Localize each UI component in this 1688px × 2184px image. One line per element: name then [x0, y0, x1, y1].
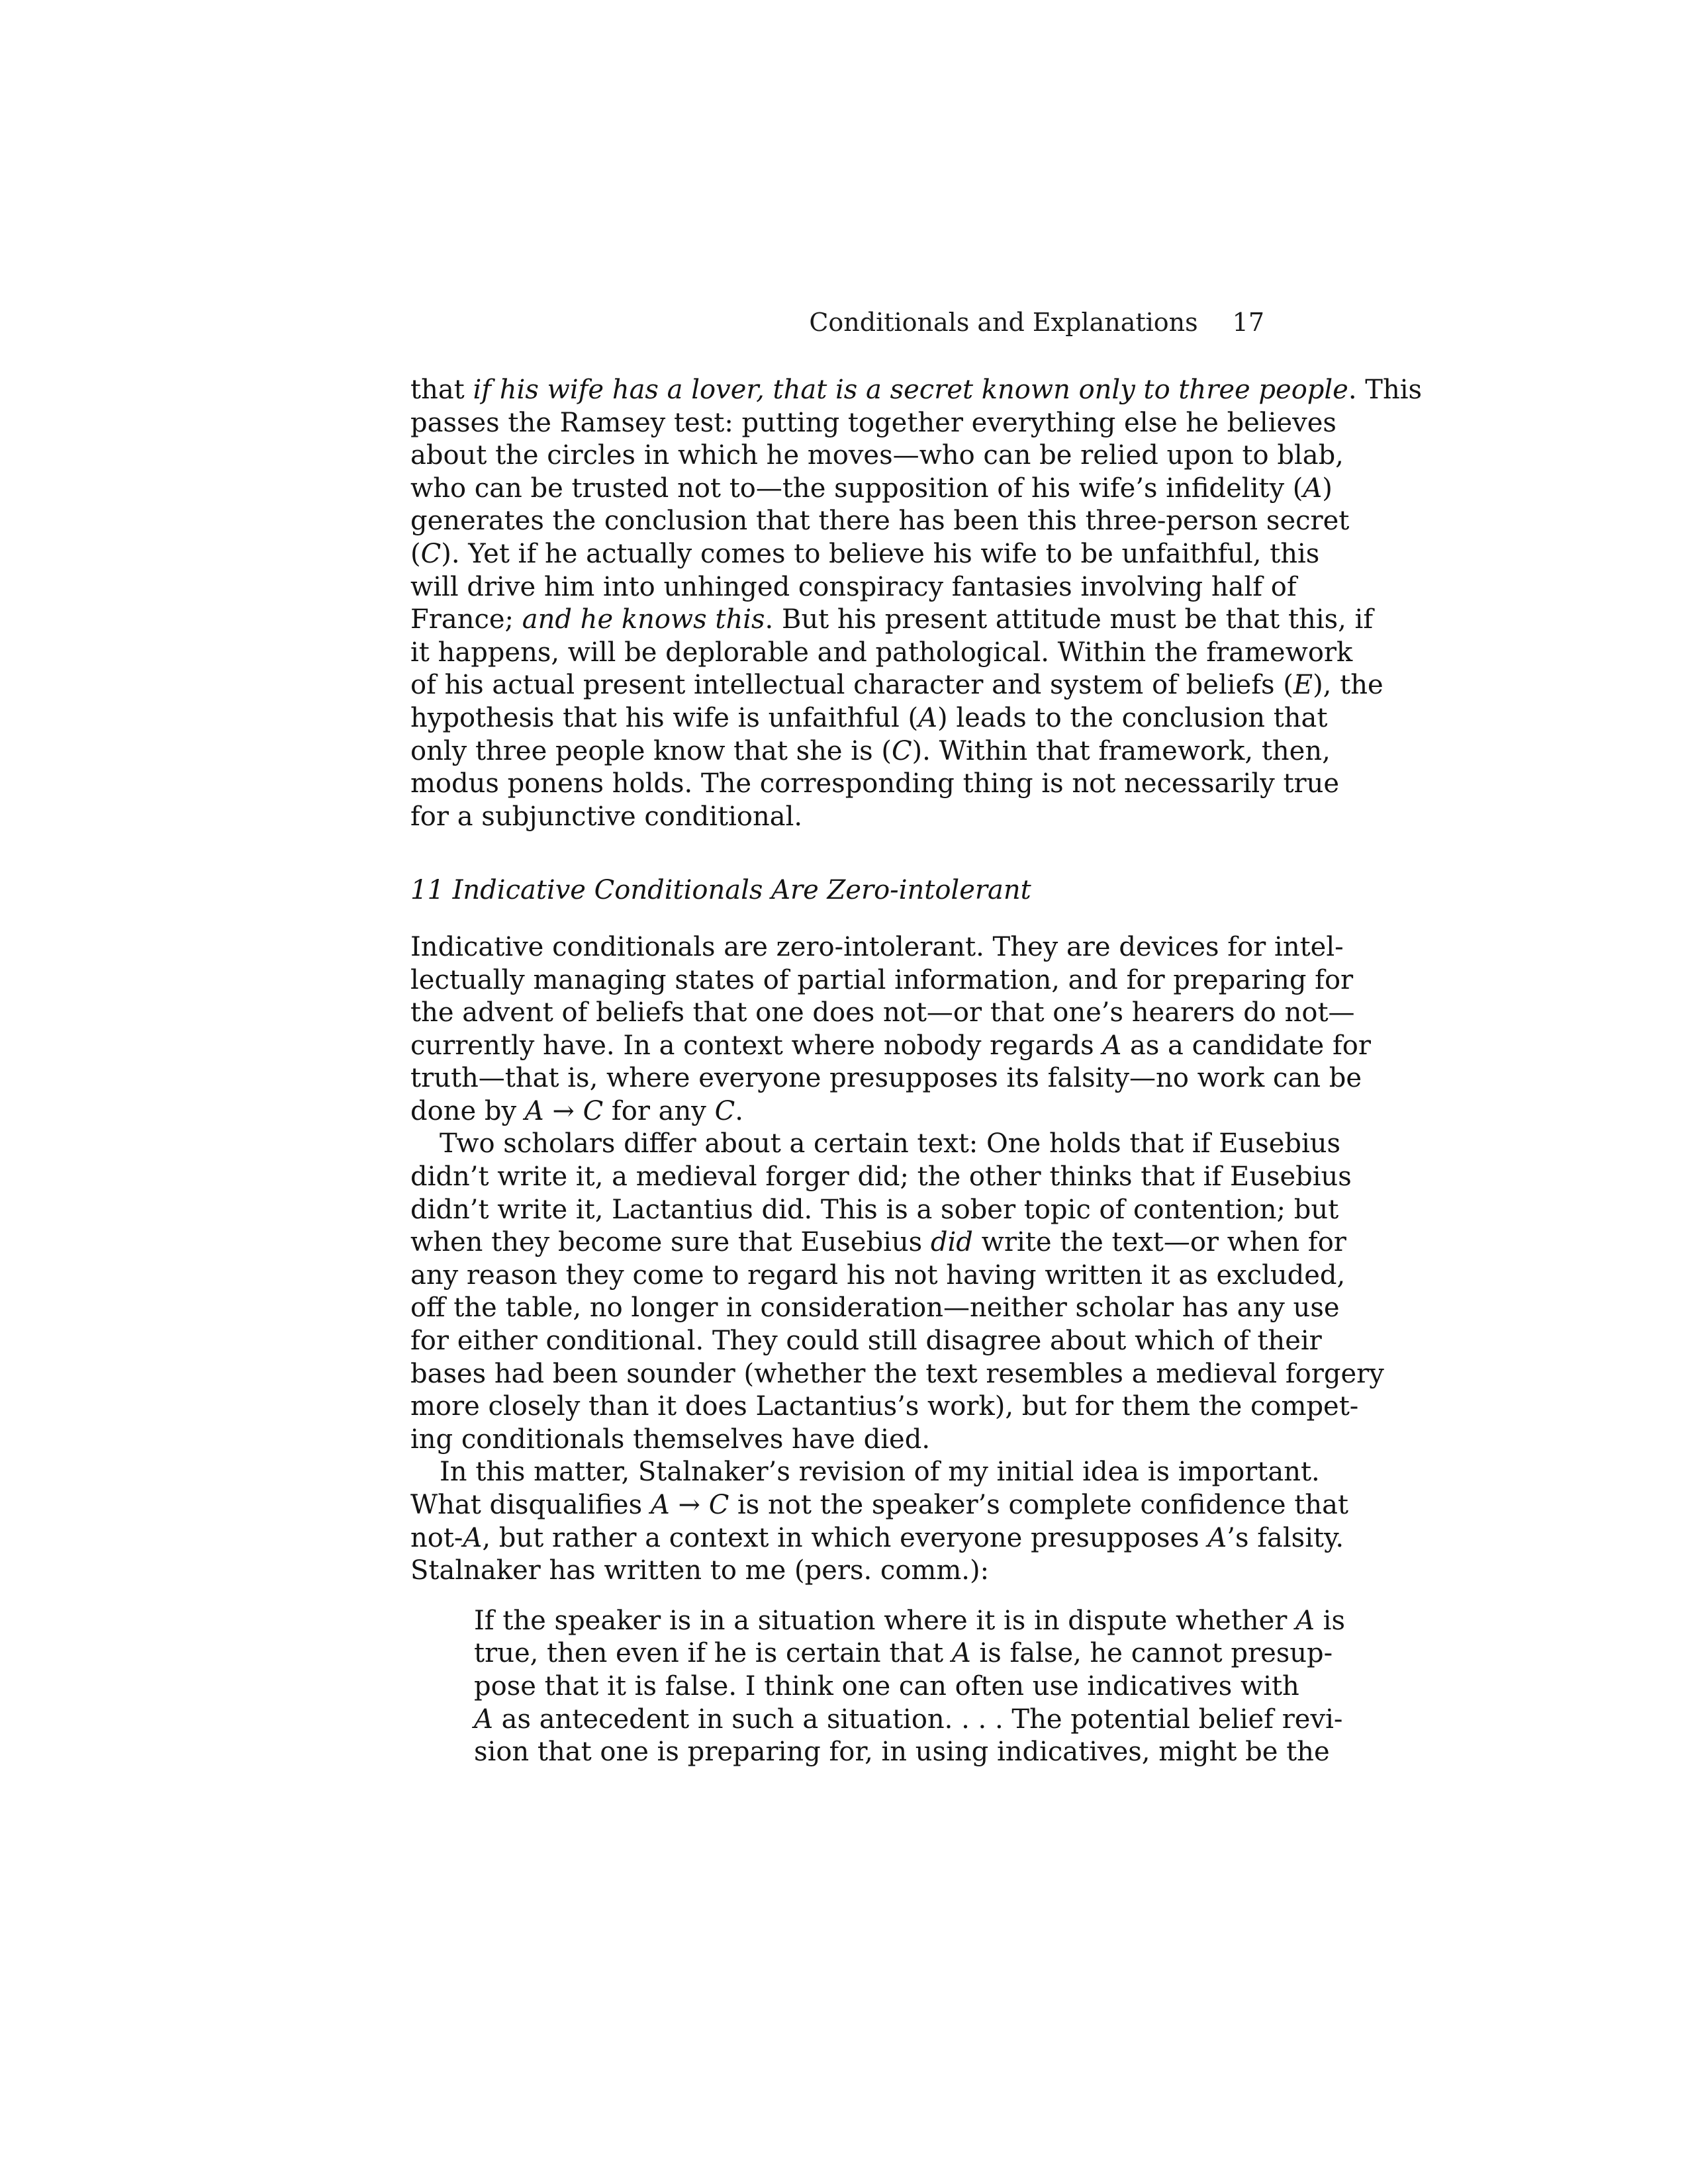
text-line — [410, 669, 1383, 702]
text-line — [410, 571, 1297, 604]
text-line — [410, 1292, 1340, 1325]
italic-text: if his wife has a lover, that is a secret known only to three people — [473, 375, 1348, 405]
paragraph — [410, 1456, 1348, 1587]
italic-text: A — [1303, 473, 1323, 504]
italic-text: A — [1102, 1030, 1122, 1061]
text-run: generates the conclusion that there has been this three-person secret — [410, 506, 1350, 537]
text-run: In this matter, Stalnaker’s revision of my initial idea is important. — [440, 1457, 1320, 1488]
page-number: 17 — [1232, 308, 1264, 337]
text-line — [474, 1605, 1346, 1638]
text-run: ). Within that framework, then, — [912, 735, 1331, 766]
text-run: Indicative conditionals are zero-intolerant. They are devices for intel- — [410, 931, 1344, 962]
text-run: . But his present attitude must be that this, if — [765, 604, 1374, 635]
text-run: only three people know that she is ( — [410, 735, 892, 766]
text-line — [410, 1062, 1362, 1095]
text-run: modus ponens holds. The corresponding thing is not necessarily true — [410, 768, 1340, 799]
text-run: will drive him into unhinged conspiracy fantasies involving half of — [410, 571, 1297, 602]
text-run: ’s falsity. — [1227, 1522, 1344, 1553]
text-line — [410, 473, 1333, 506]
text-run: currently have. In a context where nobody regards — [410, 1030, 1103, 1061]
text-line — [410, 407, 1336, 440]
text-line — [474, 1736, 1330, 1769]
text-run: truth—that is, where everyone presupposes its falsity—no work can be — [410, 1063, 1362, 1094]
running-head — [809, 306, 1264, 339]
text-run: is not the speaker’s complete confidence that — [729, 1490, 1348, 1520]
text-run: done by — [410, 1095, 525, 1126]
italic-text: A — [650, 1490, 670, 1520]
text-line — [410, 538, 1320, 571]
text-line — [410, 1489, 1348, 1522]
text-run: passes the Ramsey test: putting together everything else he believes — [410, 407, 1336, 438]
text-run: What disqualifies — [410, 1490, 651, 1520]
text-line — [410, 997, 1355, 1030]
main-text — [410, 374, 1423, 1769]
italic-text: C — [714, 1095, 735, 1126]
text-run: for any — [603, 1095, 715, 1126]
text-run: ) — [1322, 473, 1333, 504]
text-run: ). Yet if he actually comes to believe his wife to be unfaithful, this — [441, 538, 1320, 569]
italic-text: did — [930, 1227, 973, 1258]
italic-text: C — [583, 1095, 604, 1126]
text-line — [410, 702, 1328, 735]
text-run: lectually managing states of partial information, and for preparing for — [410, 964, 1354, 995]
italic-text: A — [524, 1095, 544, 1126]
text-run: about the circles in which he moves—who can be relied upon to blab, — [410, 440, 1344, 471]
text-line — [474, 1637, 1333, 1670]
italic-text: and he knows this — [522, 604, 765, 635]
text-run: it happens, will be deplorable and pathological. Within the framework — [410, 637, 1353, 668]
text-line — [410, 931, 1344, 964]
text-run: the advent of beliefs that one does not—or that one’s hearers do not— — [410, 997, 1355, 1028]
text-line — [410, 964, 1354, 997]
text-run: Two scholars differ about a certain text: One holds that if Eusebius — [440, 1128, 1341, 1160]
text-run: sion that one is preparing for, in using indicatives, might be the — [474, 1737, 1330, 1768]
text-line — [410, 1226, 1346, 1259]
text-run: ( — [410, 538, 421, 569]
text-run: who can be trusted not to—the supposition of his wife’s infidelity ( — [410, 473, 1303, 504]
text-run: France; — [410, 604, 522, 635]
text-run: of his actual present intellectual character and system of beliefs ( — [410, 670, 1293, 701]
text-run: pose that it is false. I think one can often use indicatives with — [474, 1670, 1299, 1702]
text-run: Stalnaker has written to me (pers. comm.): — [410, 1555, 990, 1586]
text-run: , but rather a context in which everyone presupposes — [482, 1522, 1208, 1553]
block-quote — [474, 1605, 1346, 1769]
italic-text: A — [463, 1522, 483, 1553]
text-run: ing conditionals themselves have died. — [410, 1424, 931, 1455]
text-run: didn’t write it, Lactantius did. This is a sober topic of contention; but — [410, 1194, 1339, 1225]
paragraph — [410, 374, 1423, 833]
text-run: any reason they come to regard his not having written it as excluded, — [410, 1259, 1346, 1291]
text-line — [410, 439, 1344, 473]
text-line — [410, 735, 1331, 768]
text-run: not- — [410, 1522, 463, 1553]
text-line — [410, 1358, 1384, 1391]
text-line — [410, 1456, 1320, 1489]
text-run: bases had been sounder (whether the text resembles a medieval forgery — [410, 1358, 1384, 1389]
text-line — [410, 1390, 1359, 1424]
italic-text: C — [891, 735, 912, 766]
italic-text: C — [420, 538, 442, 569]
text-run: write the text—or when for — [972, 1227, 1346, 1258]
text-run: true, then even if he is certain that — [474, 1638, 952, 1669]
text-line — [410, 1095, 1264, 1128]
text-line — [410, 768, 1340, 801]
text-run: when they become sure that Eusebius — [410, 1227, 931, 1258]
text-line — [410, 1522, 1344, 1555]
text-line — [410, 801, 1264, 834]
text-run: as a candidate for — [1121, 1030, 1371, 1061]
italic-text: A — [1295, 1605, 1315, 1636]
text-line — [410, 374, 1423, 407]
italic-text: C — [708, 1490, 729, 1520]
text-run: off the table, no longer in consideration—neither scholar has any use — [410, 1293, 1340, 1324]
text-line — [474, 1670, 1299, 1704]
text-line — [410, 1161, 1352, 1194]
text-line — [410, 1030, 1371, 1063]
text-run: → — [669, 1490, 709, 1520]
text-line — [410, 1555, 1264, 1588]
text-run: ) leads to the conclusion that — [937, 702, 1328, 733]
text-line — [410, 1128, 1341, 1161]
text-line — [410, 1424, 1264, 1457]
text-line — [410, 637, 1353, 670]
text-run: that — [410, 375, 473, 405]
text-line — [410, 505, 1350, 538]
paragraph — [410, 1128, 1384, 1456]
text-run: is — [1314, 1605, 1346, 1636]
italic-text: E — [1293, 670, 1313, 701]
text-run: . — [735, 1095, 743, 1126]
text-run: is false, he cannot presup- — [970, 1638, 1333, 1669]
text-line — [410, 1259, 1346, 1293]
text-run: didn’t write it, a medieval forger did; the other thinks that if Eusebius — [410, 1161, 1352, 1193]
text-line — [474, 1704, 1343, 1737]
text-line — [410, 1194, 1339, 1227]
italic-text: A — [951, 1638, 971, 1669]
text-line — [410, 1325, 1322, 1358]
italic-text: A — [474, 1704, 493, 1735]
text-run: hypothesis that his wife is unfaithful ( — [410, 702, 919, 733]
text-run: . This — [1348, 375, 1423, 405]
paragraph — [410, 931, 1371, 1128]
text-run: ), the — [1313, 670, 1383, 701]
text-run: for a subjunctive conditional. — [410, 801, 803, 832]
italic-text: A — [1207, 1522, 1227, 1553]
text-run: as antecedent in such a situation. . . . The potential belief revi- — [492, 1704, 1343, 1735]
text-line — [410, 604, 1374, 637]
section-heading: 11 Indicative Conditionals Are Zero-intolerant — [410, 875, 1031, 906]
text-run: → — [543, 1095, 583, 1126]
text-run: more closely than it does Lactantius’s work), but for them the compet- — [410, 1391, 1359, 1422]
italic-text: A — [918, 702, 938, 733]
text-run: If the speaker is in a situation where it is in dispute whether — [474, 1605, 1296, 1636]
running-head-title: Conditionals and Explanations — [809, 308, 1198, 337]
text-run: for either conditional. They could still disagree about which of their — [410, 1326, 1322, 1357]
